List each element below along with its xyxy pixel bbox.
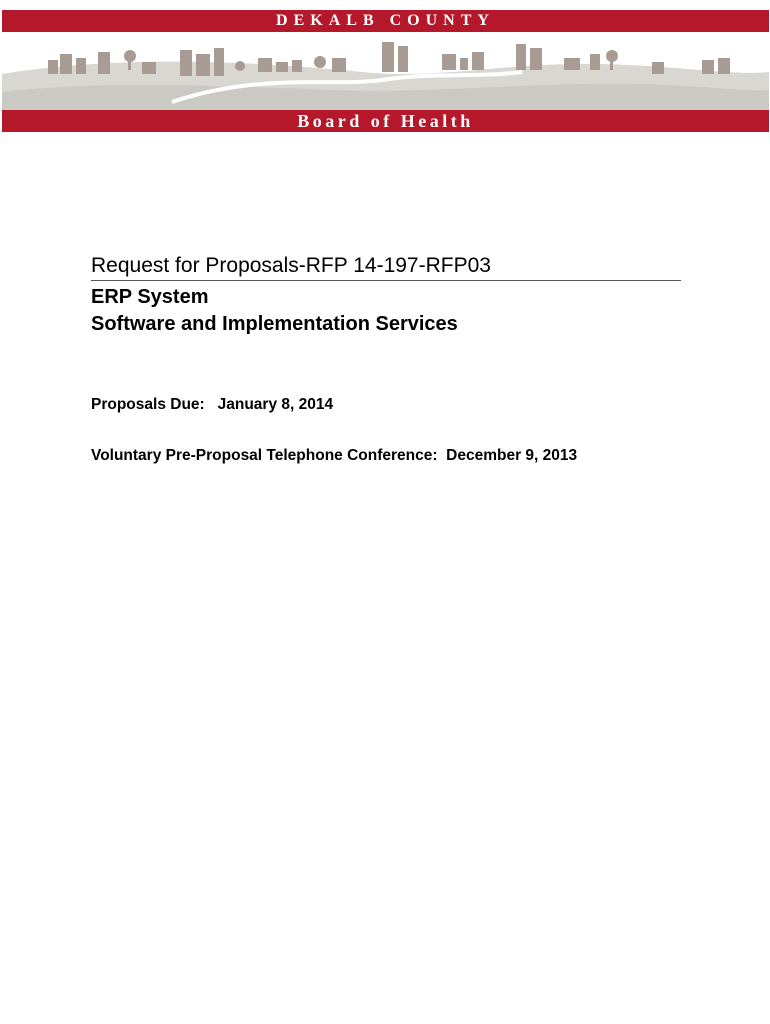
title-line-2: Software and Implementation Services <box>91 313 458 335</box>
title-line-1: ERP System <box>91 286 209 308</box>
conference-label: Voluntary Pre-Proposal Telephone Conference: <box>91 447 438 464</box>
logo-bottom-band <box>2 110 769 132</box>
conference-date <box>91 447 577 465</box>
skyline-illustration <box>2 32 769 110</box>
rfp-number-line: Request for Proposals-RFP 14-197-RFP03 <box>91 253 681 281</box>
header-logo <box>2 10 769 132</box>
logo-board-name: Board of Health <box>297 110 474 131</box>
proposals-due-date: January 8, 2014 <box>217 396 334 413</box>
document-title <box>91 284 458 338</box>
proposals-due-label: Proposals Due: <box>91 396 205 413</box>
logo-county-name: DEKALB COUNTY <box>276 12 495 29</box>
conference-date-value: December 9, 2013 <box>446 447 578 464</box>
proposals-due <box>91 396 333 414</box>
logo-top-band <box>2 10 769 32</box>
